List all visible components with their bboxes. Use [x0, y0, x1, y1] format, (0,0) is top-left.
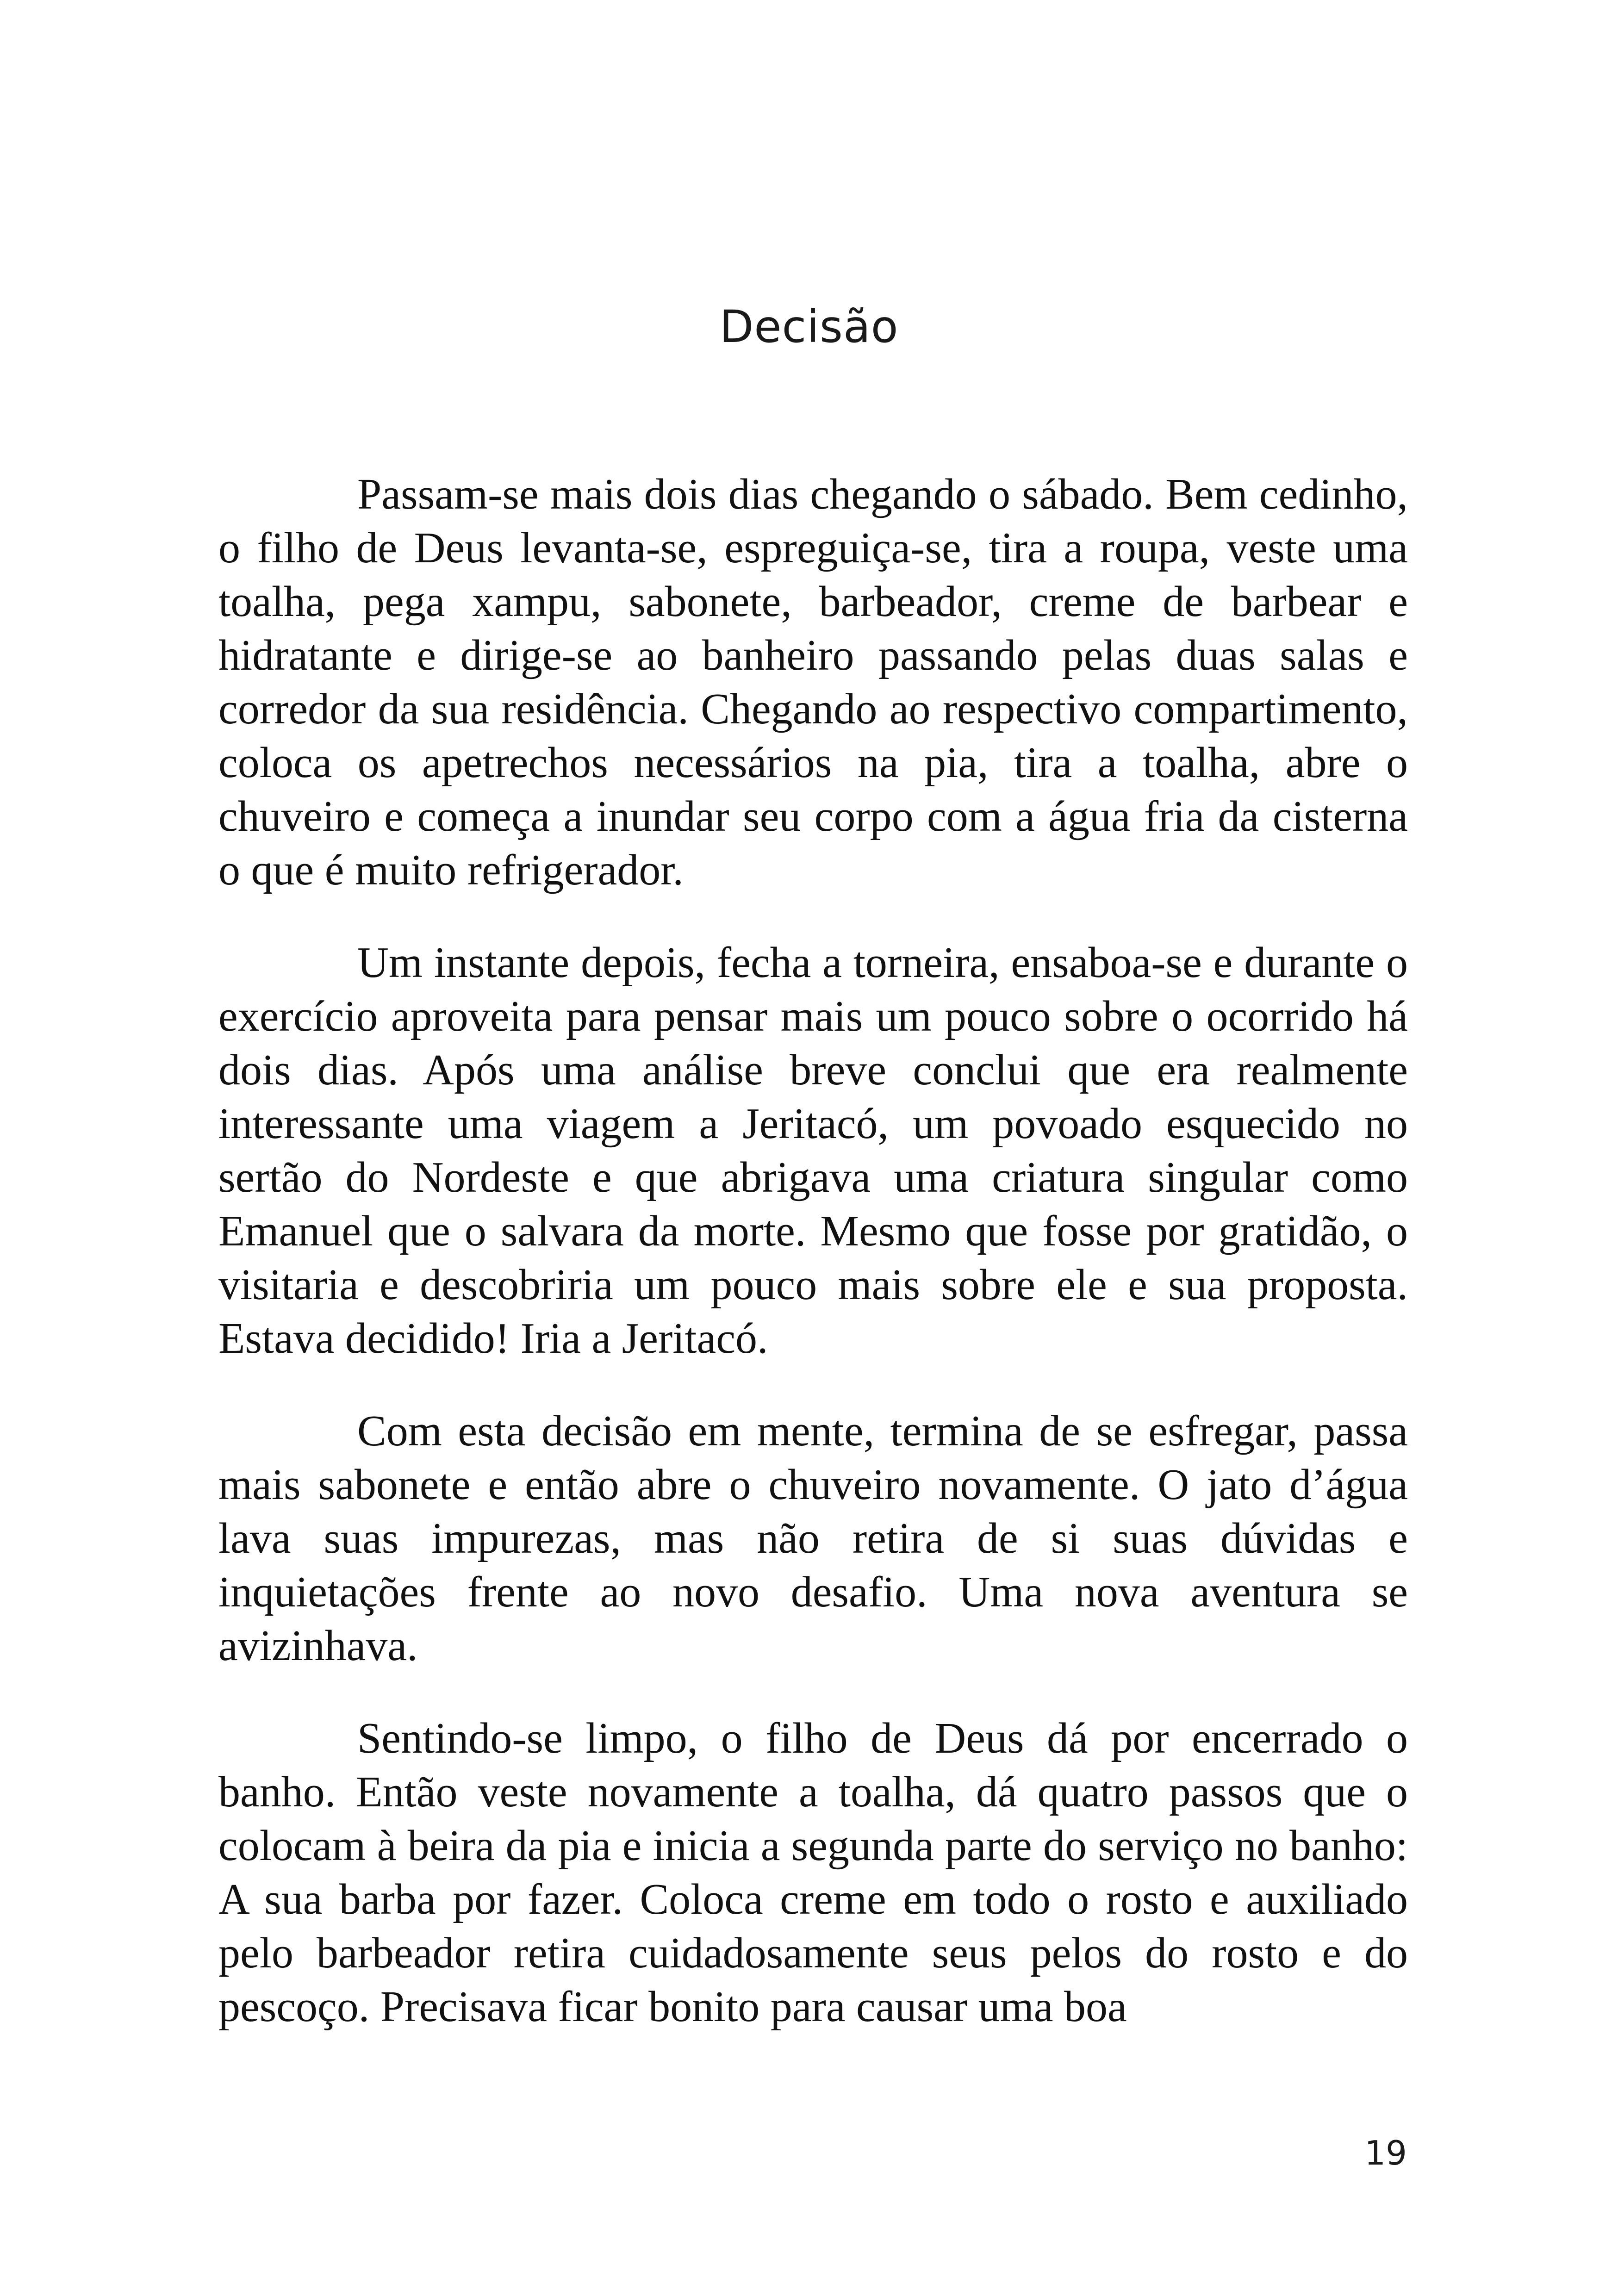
page-number: 19 [1364, 2134, 1407, 2172]
paragraph: Sentindo-se limpo, o filho de Deus dá por encerrado o banho. Então veste novamente a toalha, dá quatro passos que o colocam à beira da pia e inicia a segunda parte do serviço no banho: A sua barba por fazer. Coloca creme em todo o rosto e auxiliado pelo barbeador retira cuidadosamente seus pelos do rosto e do pescoço. Precisava ficar bonito para causar uma boa [218, 1714, 1408, 2031]
paragraph: Um instante depois, fecha a torneira, ensaboa-se e durante o exercício aproveita para pensar mais um pouco sobre o ocorrido há dois dias. Após uma análise breve conclui que era realmente interessante uma viagem a Jeritacó, um povoado esquecido no sertão do Nordeste e que abrigava uma criatura singular como Emanuel que o salvara da morte. Mesmo que fosse por gratidão, o visitaria e descobriria um pouco mais sobre ele e sua proposta. Estava decidido! Iria a Jeritacó. [218, 939, 1408, 1363]
body-text [218, 467, 1408, 2072]
chapter-title: Decisão [719, 301, 899, 353]
paragraph: Passam-se mais dois dias chegando o sábado. Bem cedinho, o filho de Deus levanta-se, espreguiça-se, tira a roupa, veste uma toalha, pega xampu, sabonete, barbeador, creme de barbear e hidratante e dirige-se ao banheiro passando pelas duas salas e corredor da sua residência. Chegando ao respectivo compartimento, coloca os apetrechos necessários na pia, tira a toalha, abre o chuveiro e começa a inundar seu corpo com a água fria da cisterna o que é muito refrigerador. [218, 470, 1408, 894]
paragraph: Com esta decisão em mente, termina de se esfregar, passa mais sabonete e então abre o chuveiro novamente. O jato d’água lava suas impurezas, mas não retira de si suas dúvidas e inquietações frente ao novo desafio. Uma nova aventura se avizinhava. [218, 1407, 1408, 1670]
